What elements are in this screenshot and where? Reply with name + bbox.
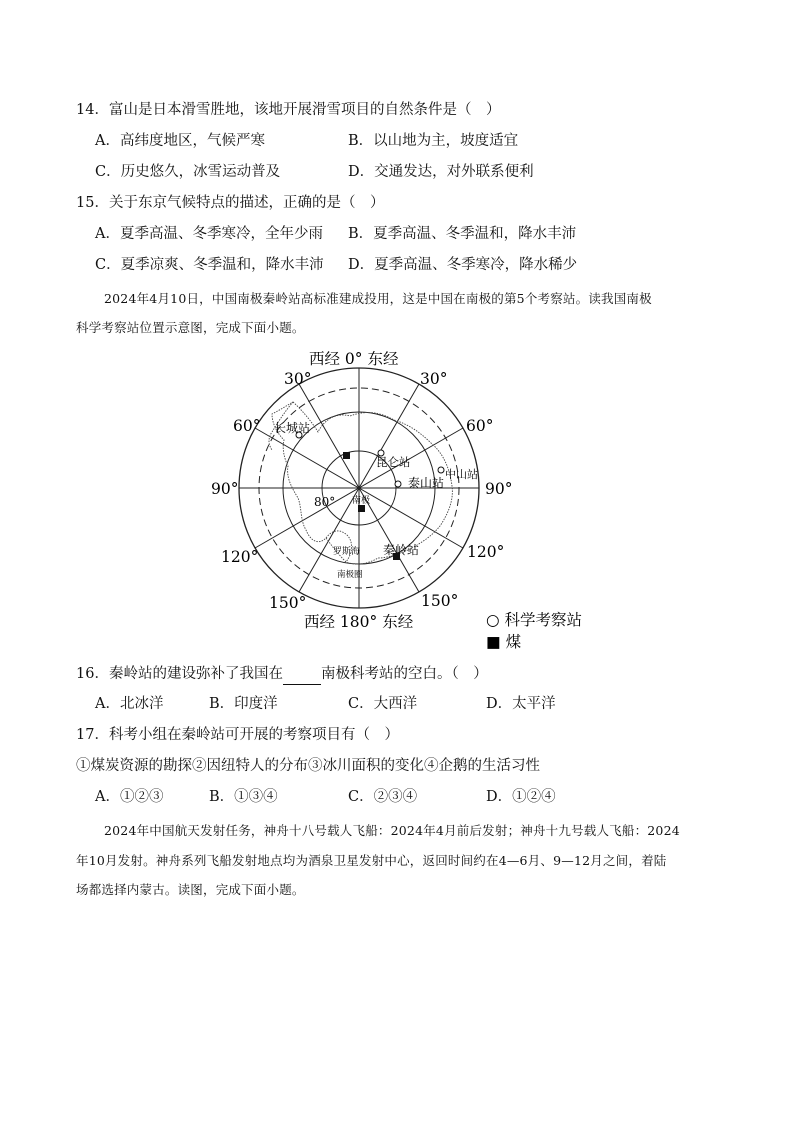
q17-option-a: A．①②③	[95, 789, 164, 805]
q16-stem	[76, 664, 488, 685]
q15-option-a: A．夏季高温、冬季寒冷，全年少雨	[95, 226, 323, 242]
legend-station: ○ 科学考察站	[486, 611, 582, 629]
lon-150-left-label: 150°	[269, 594, 307, 612]
south-pole-label: 南极	[352, 496, 371, 506]
lat-80-label: 80°	[314, 495, 336, 509]
q16-option-d: D．太平洋	[486, 696, 556, 712]
lon-150-right-label: 150°	[421, 592, 459, 610]
coal-marker-2	[358, 505, 365, 512]
q16-option-a: A．北冰洋	[95, 696, 164, 712]
zhongshan-station-marker	[438, 467, 444, 473]
intro2-line1: 2024年中国航天发射任务，神舟十八号载人飞船：2024年4月前后发射；神舟十九号载人飞船：2024	[104, 823, 680, 838]
map-bottom-label: 西经 180° 东经	[304, 613, 414, 631]
antarctic-map	[0, 340, 794, 660]
antarctic-circle-label: 南极圈	[337, 570, 363, 580]
map-top-label: 西经 0° 东经	[309, 350, 399, 368]
q15-stem: 15．关于东京气候特点的描述，正确的是（ ）	[76, 195, 385, 211]
zhongshan-station-label: 中山站	[445, 468, 478, 481]
ross-sea-label: 罗斯海	[333, 547, 361, 557]
q17-items: ①煤炭资源的勘探②因纽特人的分布③冰川面积的变化④企鹅的生活习性	[76, 758, 540, 774]
lon-60-left-label: 60°	[233, 417, 261, 435]
qinling-station-label: 秦岭站	[383, 543, 420, 557]
legend-coal: ■ 煤	[486, 633, 522, 651]
intro2-line2: 年10月发射。神舟系列飞船发射地点均为酒泉卫星发射中心，返回时间约在4—6月、9—12月之间，着陆	[76, 853, 667, 868]
q17-option-c: C．②③④	[348, 789, 418, 805]
q14-option-a: A．高纬度地区，气候严寒	[95, 133, 265, 149]
q16-option-c: C．大西洋	[348, 696, 418, 712]
q16-stem-before: 16．秦岭站的建设弥补了我国在	[76, 666, 283, 682]
q14-option-b: B．以山地为主，坡度适宜	[348, 133, 519, 149]
intro1-line1: 2024年4月10日，中国南极秦岭站高标准建成投用，这是中国在南极的第5个考察站。读我国南极	[104, 291, 652, 306]
q16-stem-after: 南极科考站的空白。（ ）	[320, 666, 488, 682]
lon-30-right-label: 30°	[420, 370, 448, 388]
lon-120-left-label: 120°	[221, 548, 259, 566]
kunlun-station-label: 昆仑站	[376, 455, 411, 469]
q16-blank	[283, 664, 321, 685]
q14-stem: 14．富山是日本滑雪胜地，该地开展滑雪项目的自然条件是（ ）	[76, 102, 501, 118]
coal-marker-1	[343, 452, 350, 459]
q14-option-c: C．历史悠久，冰雪运动普及	[95, 164, 281, 180]
q17-option-d: D．①②④	[486, 789, 556, 805]
q14-option-d: D．交通发达，对外联系便利	[348, 164, 534, 180]
q16-option-b: B．印度洋	[209, 696, 278, 712]
intro2-line3: 场都选择内蒙古。读图，完成下面小题。	[76, 882, 305, 897]
lon-60-right-label: 60°	[466, 417, 494, 435]
q15-option-c: C．夏季凉爽、冬季温和，降水丰沛	[95, 257, 324, 273]
q17-stem: 17．科考小组在秦岭站可开展的考察项目有（ ）	[76, 727, 399, 743]
taishan-station-marker	[395, 481, 401, 487]
changcheng-station-label: 长城站	[274, 421, 311, 435]
lon-90-right-label: 90°	[485, 480, 513, 498]
taishan-station-label: 泰山站	[408, 476, 445, 490]
q15-option-b: B．夏季高温、冬季温和，降水丰沛	[348, 226, 577, 242]
lon-120-right-label: 120°	[467, 543, 505, 561]
lon-90-left-label: 90°	[211, 480, 239, 498]
q17-option-b: B．①③④	[209, 789, 278, 805]
q15-option-d: D．夏季高温、冬季寒冷，降水稀少	[348, 257, 578, 273]
lon-30-left-label: 30°	[284, 370, 312, 388]
intro1-line2: 科学考察站位置示意图，完成下面小题。	[76, 320, 305, 335]
